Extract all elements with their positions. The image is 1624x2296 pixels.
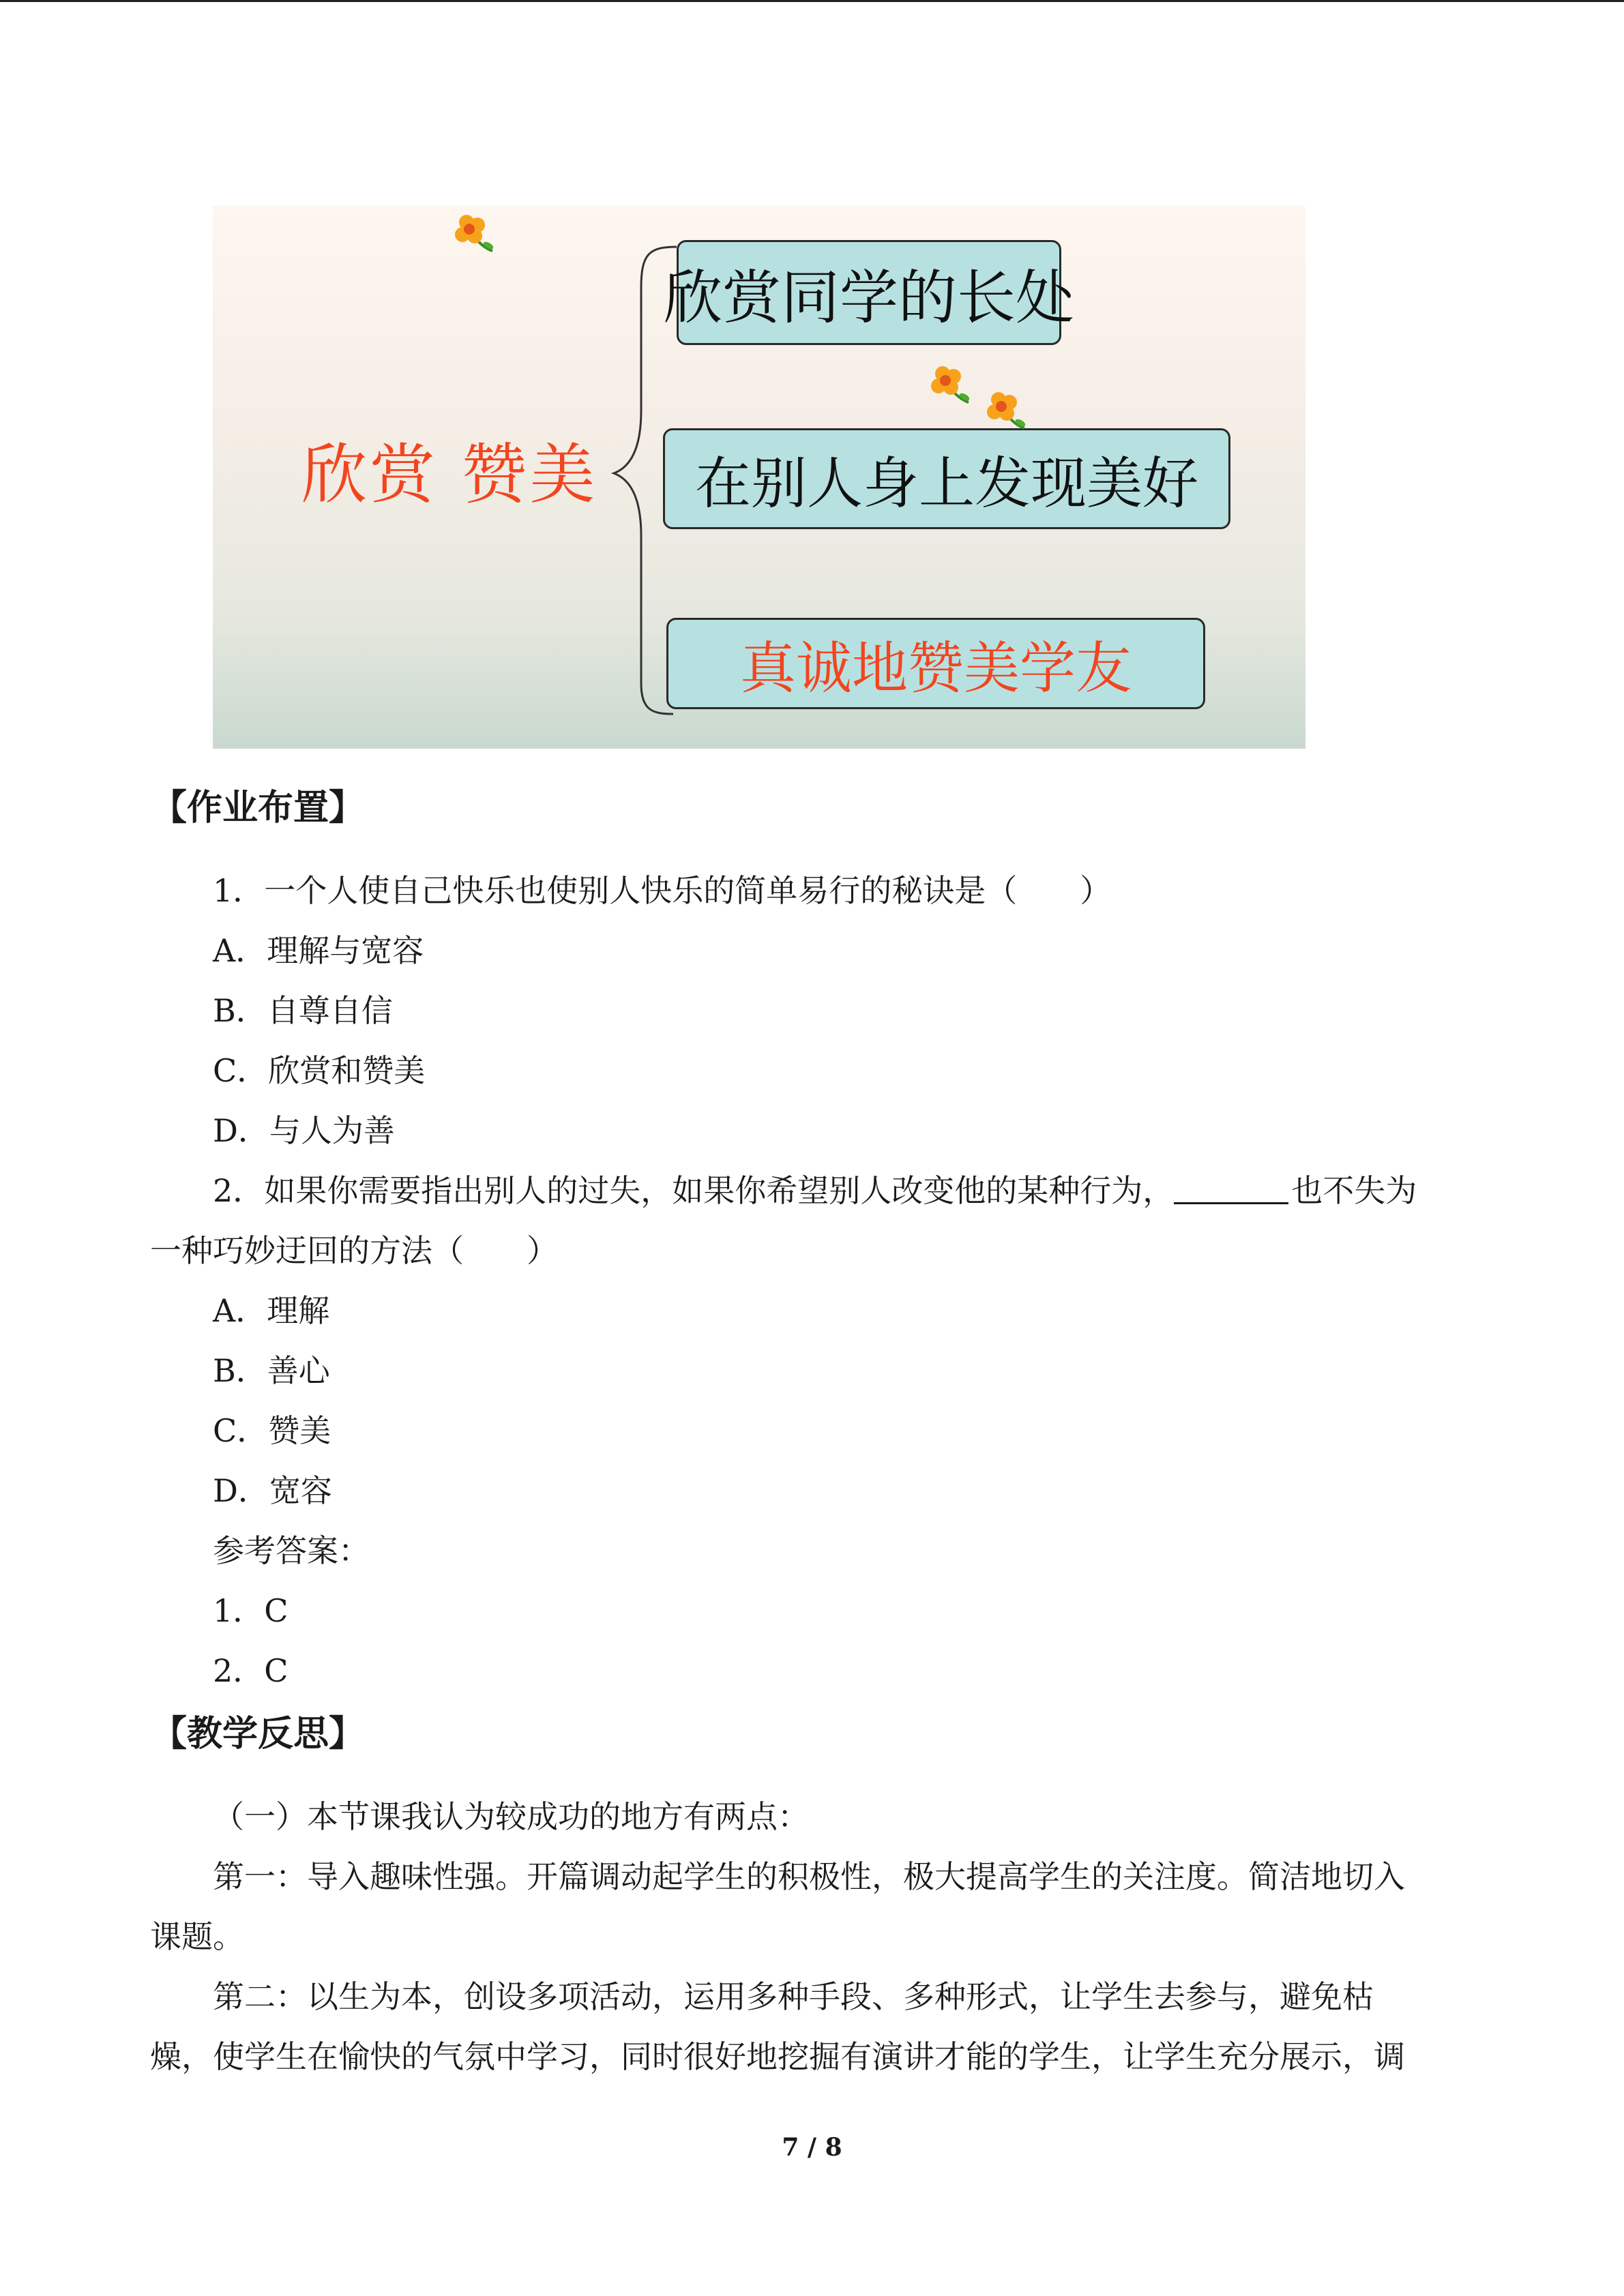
reflection-point-2: 第二：以生为本，创设多项活动，运用多种手段、多种形式，让学生去参与，避免枯 — [213, 1978, 1374, 2015]
q1-option-d: D．与人为善 — [213, 1112, 395, 1149]
reflection-point-1-cont: 课题。 — [150, 1918, 244, 1955]
answer-1: 1．C — [213, 1592, 289, 1629]
question-1: 1．一个人使自己快乐也使别人快乐的简单易行的秘诀是（ ） — [213, 872, 1112, 909]
reflection-point-1: 第一：导入趣味性强。开篇调动起学生的积极性，极大提高学生的关注度。简洁地切入 — [213, 1858, 1405, 1895]
diagram-box-1: 欣赏同学的长处 — [677, 240, 1061, 345]
diagram-box-2: 在别人身上发现美好 — [663, 428, 1230, 529]
diagram-box-3: 真诚地赞美学友 — [666, 618, 1205, 709]
answer-label: 参考答案： — [213, 1532, 370, 1569]
page-top-border — [0, 0, 1624, 2]
q2-option-b: B．善心 — [213, 1352, 330, 1389]
q2-option-d: D．宽容 — [213, 1472, 332, 1509]
flower-icon — [924, 361, 975, 406]
q2-option-a: A．理解 — [213, 1292, 330, 1329]
diagram-center-label: 欣赏 赞美 — [301, 436, 598, 513]
q2-text-part1: 2．如果你需要指出别人的过失，如果你希望别人改变他的某种行为， — [213, 1172, 1175, 1209]
page-number: 7 / 8 — [782, 2133, 842, 2162]
reflection-heading: 【教学反思】 — [151, 1713, 365, 1755]
reflection-intro: （一）本节课我认为较成功的地方有两点： — [213, 1798, 809, 1835]
flower-icon — [447, 210, 499, 255]
question-2 — [213, 1166, 1417, 1211]
homework-heading: 【作业布置】 — [151, 787, 365, 829]
question-2-continued: 一种巧妙迂回的方法（ ） — [150, 1232, 558, 1269]
slide-diagram — [213, 206, 1305, 749]
q1-option-a: A．理解与宽容 — [213, 932, 424, 969]
flower-icon — [979, 387, 1031, 432]
answer-2: 2．C — [213, 1652, 289, 1689]
q2-text-part2: 也不失为 — [1291, 1172, 1417, 1209]
fill-in-blank — [1174, 1175, 1288, 1204]
reflection-point-2-cont: 燥，使学生在愉快的气氛中学习，同时很好地挖掘有演讲才能的学生，让学生充分展示，调 — [150, 2038, 1405, 2075]
q1-option-b: B．自尊自信 — [213, 992, 393, 1029]
q1-option-c: C．欣赏和赞美 — [213, 1052, 426, 1089]
q2-option-c: C．赞美 — [213, 1412, 331, 1449]
